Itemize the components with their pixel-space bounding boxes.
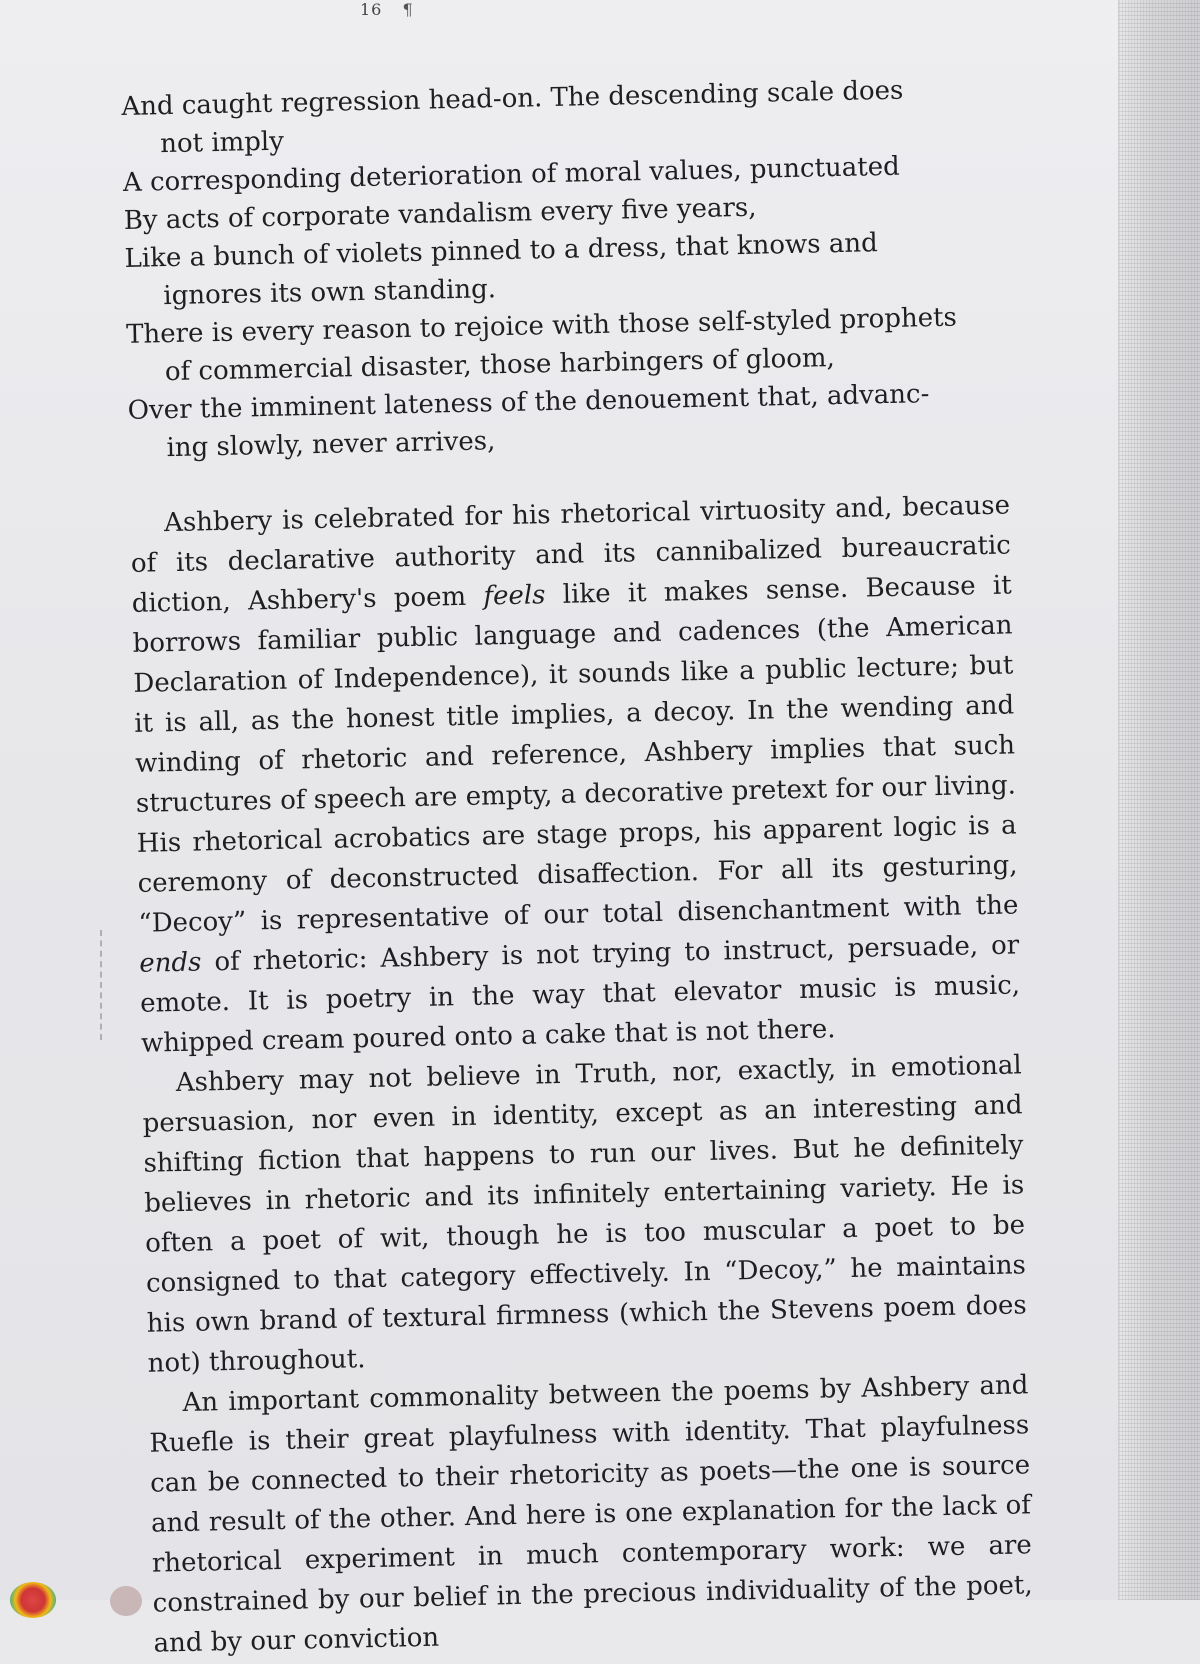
poem-line: Like a bunch of violets pinned to a dress, that knows and [124,228,879,274]
paragraph-mark-icon: ¶ [402,0,414,19]
document-page [120,22,1034,1664]
screen-edge-noise [1118,0,1200,1600]
poem-excerpt [121,70,1009,468]
paragraph-1 [130,485,1022,1063]
browser-icon[interactable] [10,1582,56,1618]
poem-line: ignores its own standing. [163,274,497,312]
paragraph-3: An important commonality between the poems by Ashbery and Ruefle is their great playfulness with identity. That playfulness can be connected to their rhetoricity as poets—the one is source and result of the other. And here is one explanation for the lack of rhetorical experiment in much contemporary work: we are constrained by our belief in the precious individuality of the poet, and by our conviction [149,1370,1033,1659]
emphasis-feels: feels [483,580,546,612]
paragraph-1-part-a: Ashbery is celebrated for his rhetorical virtuosity and, because of its declarative authority and its cannibalized bureaucratic diction, Ashbery's poem [130,490,1012,619]
poem-line: There is every reason to rejoice with those self-styled prophets [125,302,958,350]
prose-body [130,485,1034,1663]
paragraph-1-part-c: of rhetoric: Ashbery is not trying to instruct, persuade, or emote. It is poetry in the way that elevator music is music, whipped cream poured onto a cake that is not there. [139,930,1021,1059]
emphasis-ends: ends [139,947,202,979]
poem-line: ing slowly, never arrives, [166,426,496,464]
margin-pencil-mark [100,930,110,1040]
page-number: 16 [360,0,383,19]
poem-line: By acts of corporate vandalism every five years, [123,192,757,236]
paragraph-2: Ashbery may not believe in Truth, nor, exactly, in emotional persuasion, nor even in identity, except as an interesting and shifting fiction that happens to run our lives. But he definitely believes in rhetoric and its infinitely entertaining variety. He is often a poet of wit, though he is too muscular a poet to be consigned to that category effectively. In “Decoy,” he maintains his own brand of textural firmness (which the Stevens poem does not) throughout. [142,1050,1028,1379]
app-icon[interactable] [110,1586,142,1616]
page-header [360,0,414,19]
poem-line: And caught regression head-on. The descending scale does [121,75,904,122]
poem-line: Over the imminent lateness of the denouement that, advanc- [127,379,930,426]
poem-line: not imply [159,126,285,160]
poem-line: of commercial disaster, those harbingers of gloom, [164,343,836,388]
paragraph-1-part-b: like it makes sense. Because it borrows familiar public language and cadences (the American Declaration of Independence), it sounds like a public lecture; but it is all, as the honest title implies, a decoy. In the wending and winding of rhetoric and reference, Ashbery implies that such structures of speech are empty, a decorative pretext for our living. His rhetorical acrobatics are stage props, his apparent logic is a ceremony of deconstructed disaffection. For all its gesturing, “Decoy” is representative of our total disenchantment with the [132,570,1019,939]
poem-line: A corresponding deterioration of moral values, punctuated [122,151,900,198]
taskbar-partial [0,1582,160,1600]
